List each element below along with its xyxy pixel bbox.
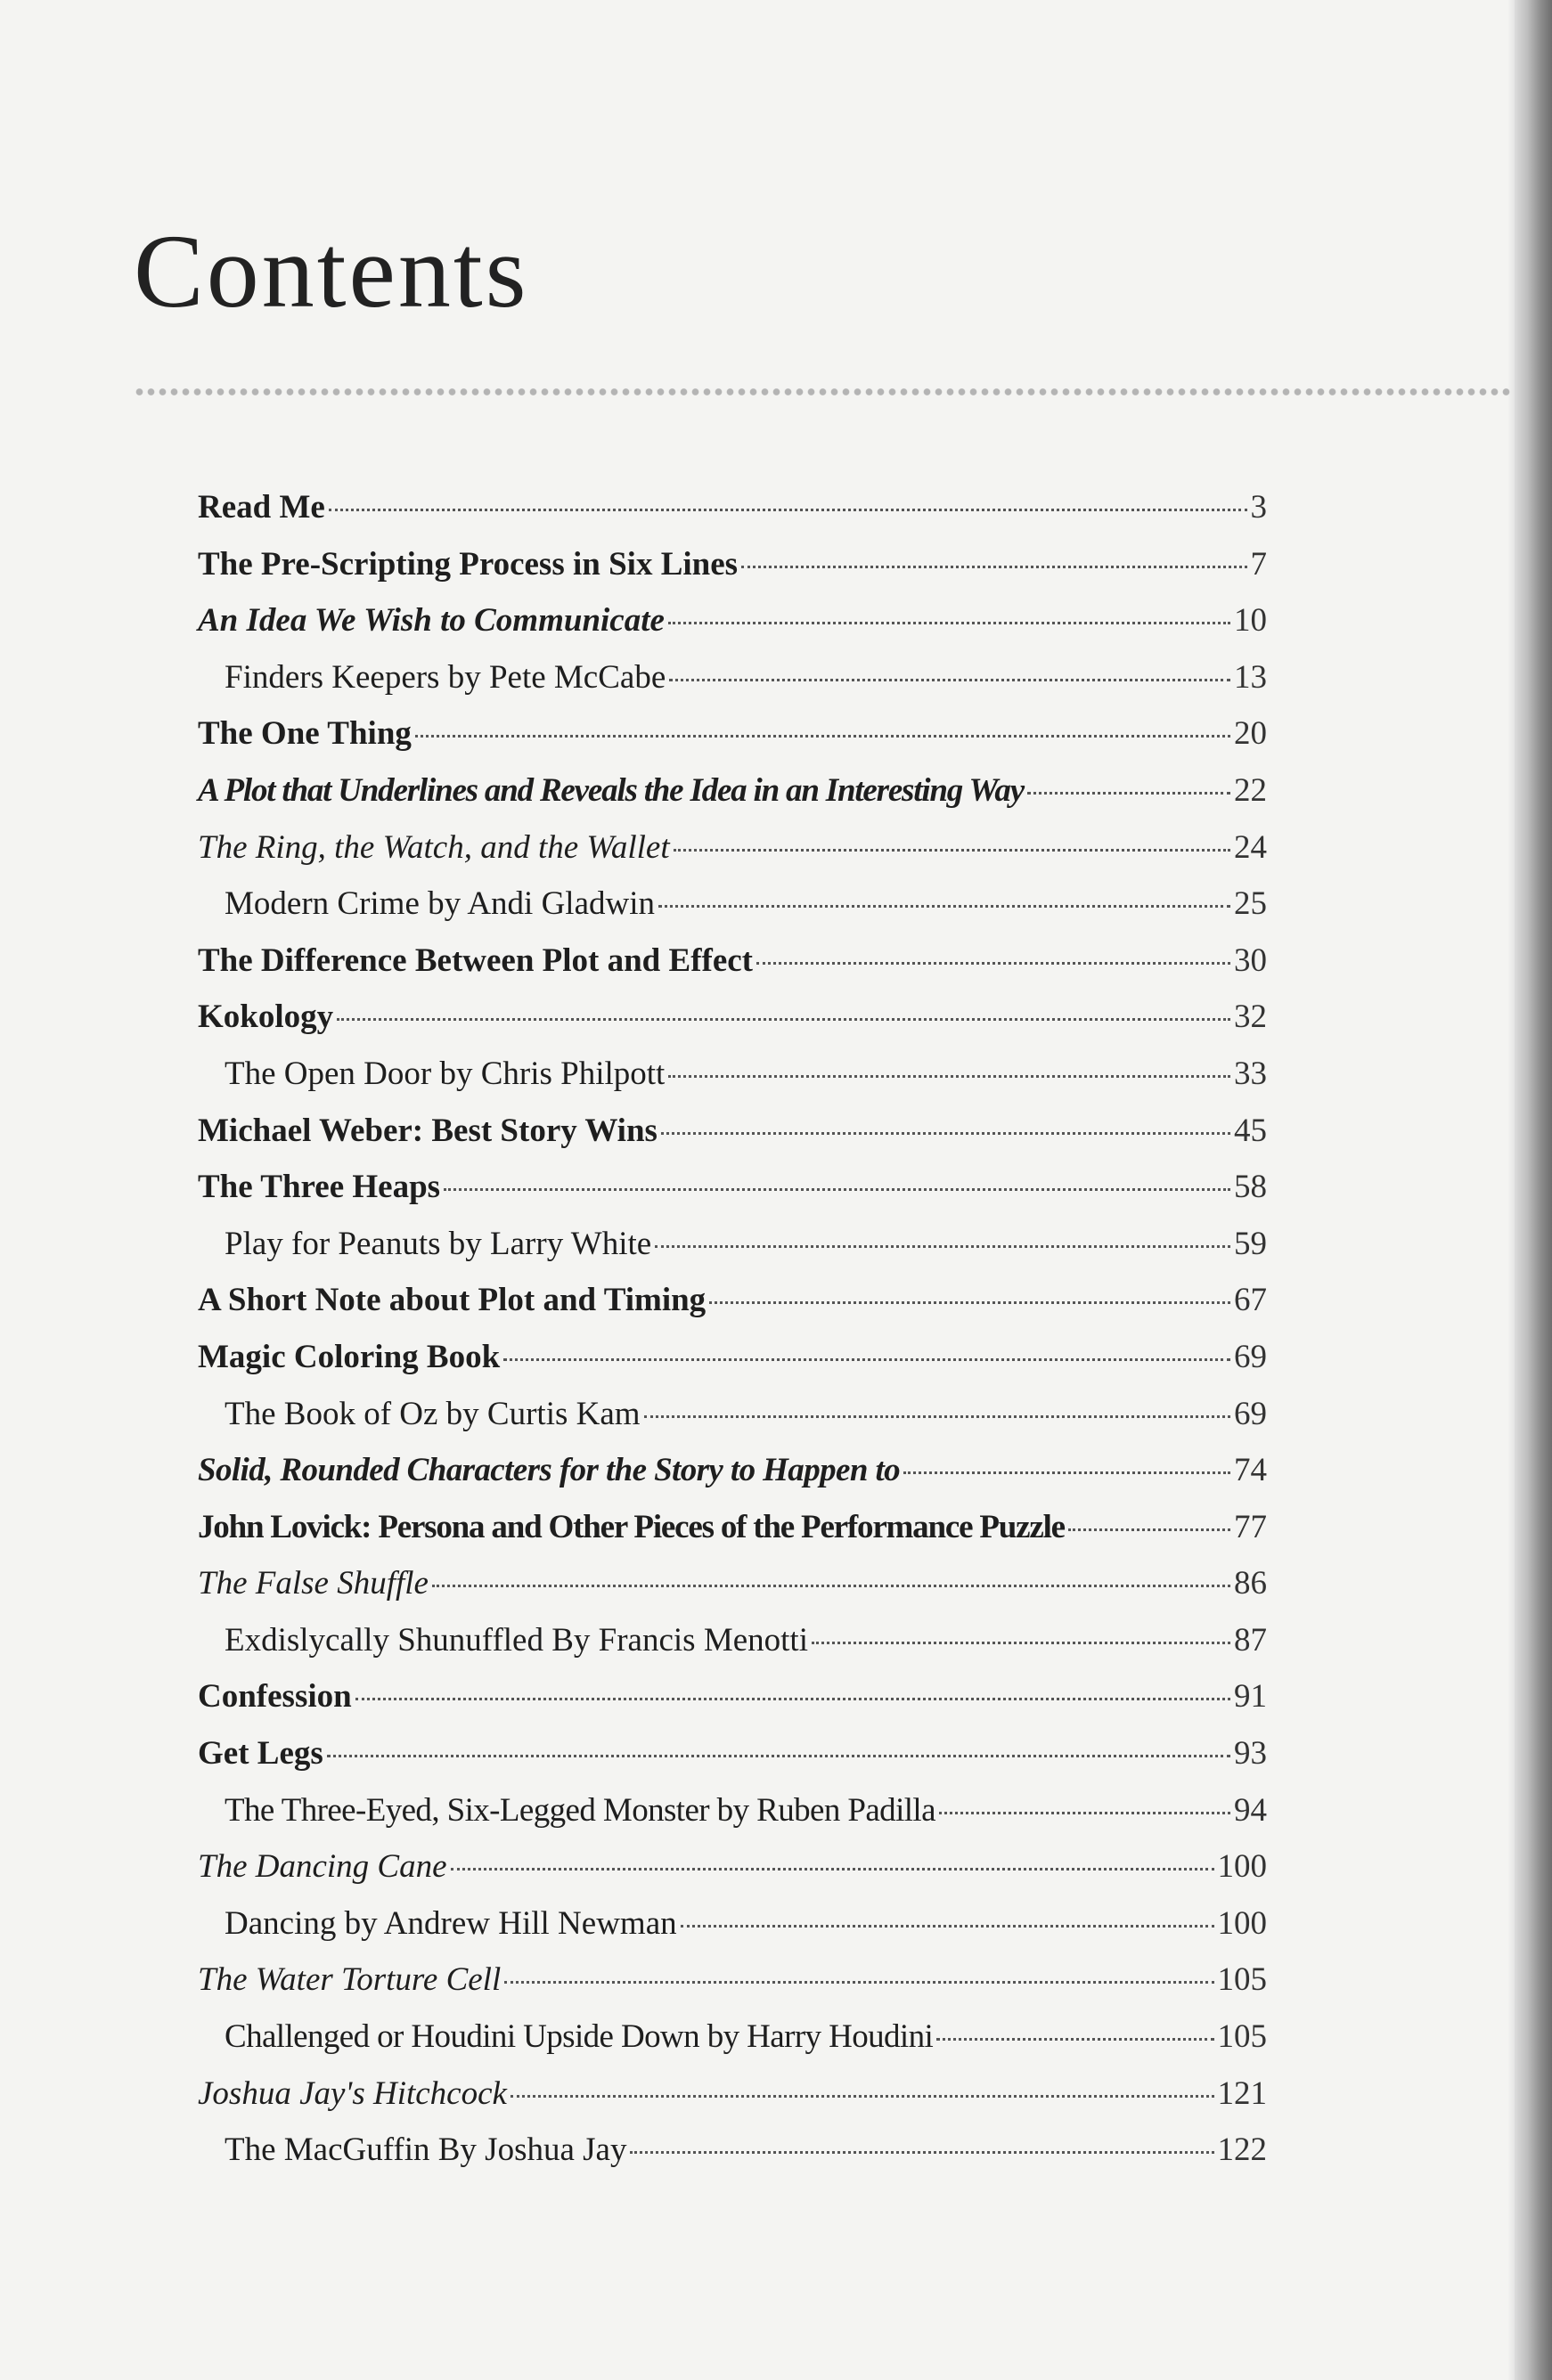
- dot-leader: [674, 849, 1230, 852]
- toc-page-number: 58: [1234, 1169, 1267, 1206]
- toc-entry-title: Modern Crime by Andi Gladwin: [225, 885, 656, 923]
- dot-leader: [681, 1925, 1214, 1928]
- toc-page-number: 100: [1217, 1904, 1267, 1942]
- toc-entry-title: Michael Weber: Best Story Wins: [198, 1112, 658, 1149]
- toc-entry-title: Joshua Jay's Hitchcock: [198, 2074, 507, 2112]
- dot-leader: [939, 1812, 1230, 1814]
- toc-entry: [198, 1055, 1267, 1112]
- dot-leader: [1027, 792, 1230, 795]
- toc-entry: [198, 601, 1267, 658]
- dot-leader: [812, 1642, 1230, 1644]
- toc-entry-title: Magic Coloring Book: [198, 1338, 501, 1375]
- toc-entry-title: Read Me: [198, 489, 325, 526]
- toc-entry: [198, 1791, 1267, 1848]
- dot-leader: [329, 509, 1247, 511]
- page-title: Contents: [134, 213, 529, 330]
- dot-leader: [504, 1981, 1213, 1984]
- dot-leader: [644, 1415, 1230, 1418]
- toc-entry-title: The Ring, the Watch, and the Wallet: [198, 828, 670, 866]
- toc-entry: [198, 1112, 1267, 1169]
- toc-entry-title: The Three Heaps: [198, 1169, 441, 1206]
- toc-entry: [198, 1564, 1267, 1621]
- toc-page-number: 87: [1234, 1621, 1267, 1659]
- dot-leader: [661, 1132, 1230, 1135]
- toc-entry-title: Play for Peanuts by Larry White: [225, 1225, 652, 1262]
- toc-entry: [198, 1621, 1267, 1678]
- toc-page-number: 59: [1234, 1225, 1267, 1262]
- dot-leader: [503, 1358, 1230, 1361]
- toc-entry-title: A Short Note about Plot and Timing: [198, 1282, 707, 1319]
- toc-entry: [198, 1960, 1267, 2017]
- dot-leader: [1068, 1528, 1230, 1531]
- toc-page-number: 74: [1234, 1452, 1267, 1489]
- toc-page-number: 67: [1234, 1282, 1267, 1319]
- toc-entry-title: The One Thing: [198, 715, 412, 753]
- page-edge: [1507, 0, 1515, 2380]
- toc-entry-title: Kokology: [198, 998, 334, 1036]
- toc-entry: [198, 1734, 1267, 1791]
- toc-page-number: 100: [1217, 1848, 1267, 1886]
- toc-page-number: 93: [1234, 1735, 1267, 1773]
- table-of-contents: [198, 488, 1267, 2188]
- toc-entry-title: Challenged or Houdini Upside Down by Harry Houdini: [225, 2018, 934, 2056]
- toc-entry: [198, 1904, 1267, 1961]
- toc-page-number: 13: [1234, 658, 1267, 696]
- toc-page-number: 94: [1234, 1791, 1267, 1829]
- dot-leader: [756, 962, 1230, 965]
- toc-entry: [198, 488, 1267, 545]
- toc-page-number: 45: [1234, 1112, 1267, 1149]
- dot-leader: [669, 679, 1230, 681]
- toc-entry: [198, 771, 1267, 828]
- dot-leader: [630, 2151, 1213, 2154]
- toc-page-number: 91: [1234, 1678, 1267, 1716]
- dot-leader: [511, 2095, 1214, 2098]
- toc-page-number: 20: [1234, 715, 1267, 753]
- toc-page-number: 69: [1234, 1338, 1267, 1375]
- toc-entry-title: Dancing by Andrew Hill Newman: [225, 1904, 677, 1942]
- toc-entry: [198, 714, 1267, 771]
- toc-entry-title: The Water Torture Cell: [198, 1961, 502, 1999]
- toc-page-number: 121: [1217, 2074, 1267, 2112]
- toc-entry: [198, 2017, 1267, 2074]
- toc-entry: [198, 1677, 1267, 1734]
- dot-leader: [355, 1698, 1230, 1700]
- toc-page-number: 105: [1217, 2018, 1267, 2056]
- toc-entry: [198, 545, 1267, 602]
- toc-entry: [198, 884, 1267, 941]
- toc-page-number: 24: [1234, 828, 1267, 866]
- dot-leader: [337, 1018, 1230, 1021]
- toc-entry-title: A Plot that Underlines and Reveals the Idea in an Interesting Way: [198, 771, 1024, 809]
- toc-entry-title: The Difference Between Plot and Effect: [198, 941, 754, 979]
- toc-page-number: 7: [1250, 545, 1267, 583]
- toc-entry-title: The Book of Oz by Curtis Kam: [225, 1395, 641, 1432]
- toc-page-number: 86: [1234, 1565, 1267, 1602]
- book-spine-shadow: [1515, 0, 1552, 2380]
- toc-page-number: 77: [1234, 1508, 1267, 1545]
- toc-page-number: 3: [1250, 489, 1267, 526]
- toc-page-number: 69: [1234, 1395, 1267, 1432]
- toc-entry-title: Exdislycally Shunuffled By Francis Menotti: [225, 1621, 808, 1659]
- dot-leader: [415, 735, 1230, 738]
- toc-entry: [198, 2131, 1267, 2188]
- toc-page-number: 25: [1234, 885, 1267, 923]
- toc-page-number: 33: [1234, 1055, 1267, 1092]
- toc-entry-title: Finders Keepers by Pete McCabe: [225, 658, 666, 696]
- toc-entry-title: John Lovick: Persona and Other Pieces of the Performance Puzzle: [198, 1508, 1065, 1545]
- toc-page-number: 30: [1234, 941, 1267, 979]
- toc-entry-title: Solid, Rounded Characters for the Story to Happen to: [198, 1452, 901, 1489]
- toc-entry: [198, 828, 1267, 885]
- toc-entry: [198, 1281, 1267, 1338]
- toc-entry-title: Confession: [198, 1678, 352, 1716]
- toc-entry: [198, 1395, 1267, 1452]
- toc-entry: [198, 2074, 1267, 2131]
- toc-entry: [198, 998, 1267, 1055]
- dot-leader: [741, 566, 1246, 568]
- toc-entry-title: The MacGuffin By Joshua Jay: [225, 2131, 627, 2169]
- toc-entry-title: The Three-Eyed, Six-Legged Monster by Ruben Padilla: [225, 1791, 935, 1829]
- dot-leader: [432, 1585, 1230, 1587]
- toc-entry: [198, 1225, 1267, 1282]
- dot-leader: [668, 1075, 1230, 1078]
- dot-leader: [451, 1868, 1214, 1871]
- dot-leader: [936, 2038, 1213, 2041]
- toc-entry: [198, 1847, 1267, 1904]
- dot-leader: [658, 905, 1230, 908]
- dot-leader: [655, 1245, 1230, 1248]
- toc-page-number: 105: [1217, 1961, 1267, 1999]
- dot-leader: [668, 622, 1230, 624]
- toc-entry: [198, 941, 1267, 998]
- toc-entry-title: An Idea We Wish to Communicate: [198, 602, 665, 640]
- dot-leader: [709, 1301, 1230, 1304]
- dot-leader: [444, 1188, 1230, 1191]
- toc-entry-title: The Dancing Cane: [198, 1848, 447, 1886]
- toc-page-number: 32: [1234, 998, 1267, 1036]
- toc-entry-title: The Open Door by Chris Philpott: [225, 1055, 666, 1092]
- toc-page-number: 10: [1234, 602, 1267, 640]
- toc-page-number: 22: [1234, 771, 1267, 809]
- toc-entry-title: The False Shuffle: [198, 1565, 429, 1602]
- toc-entry: [198, 1338, 1267, 1395]
- dot-leader: [327, 1755, 1230, 1757]
- toc-entry: [198, 1451, 1267, 1508]
- toc-page-number: 122: [1217, 2131, 1267, 2169]
- toc-entry-title: The Pre-Scripting Process in Six Lines: [198, 545, 739, 583]
- toc-entry: [198, 1168, 1267, 1225]
- toc-entry-title: Get Legs: [198, 1735, 323, 1773]
- dot-leader: [903, 1471, 1230, 1474]
- dotted-divider: [134, 387, 1513, 397]
- toc-entry: [198, 658, 1267, 715]
- toc-entry: [198, 1508, 1267, 1565]
